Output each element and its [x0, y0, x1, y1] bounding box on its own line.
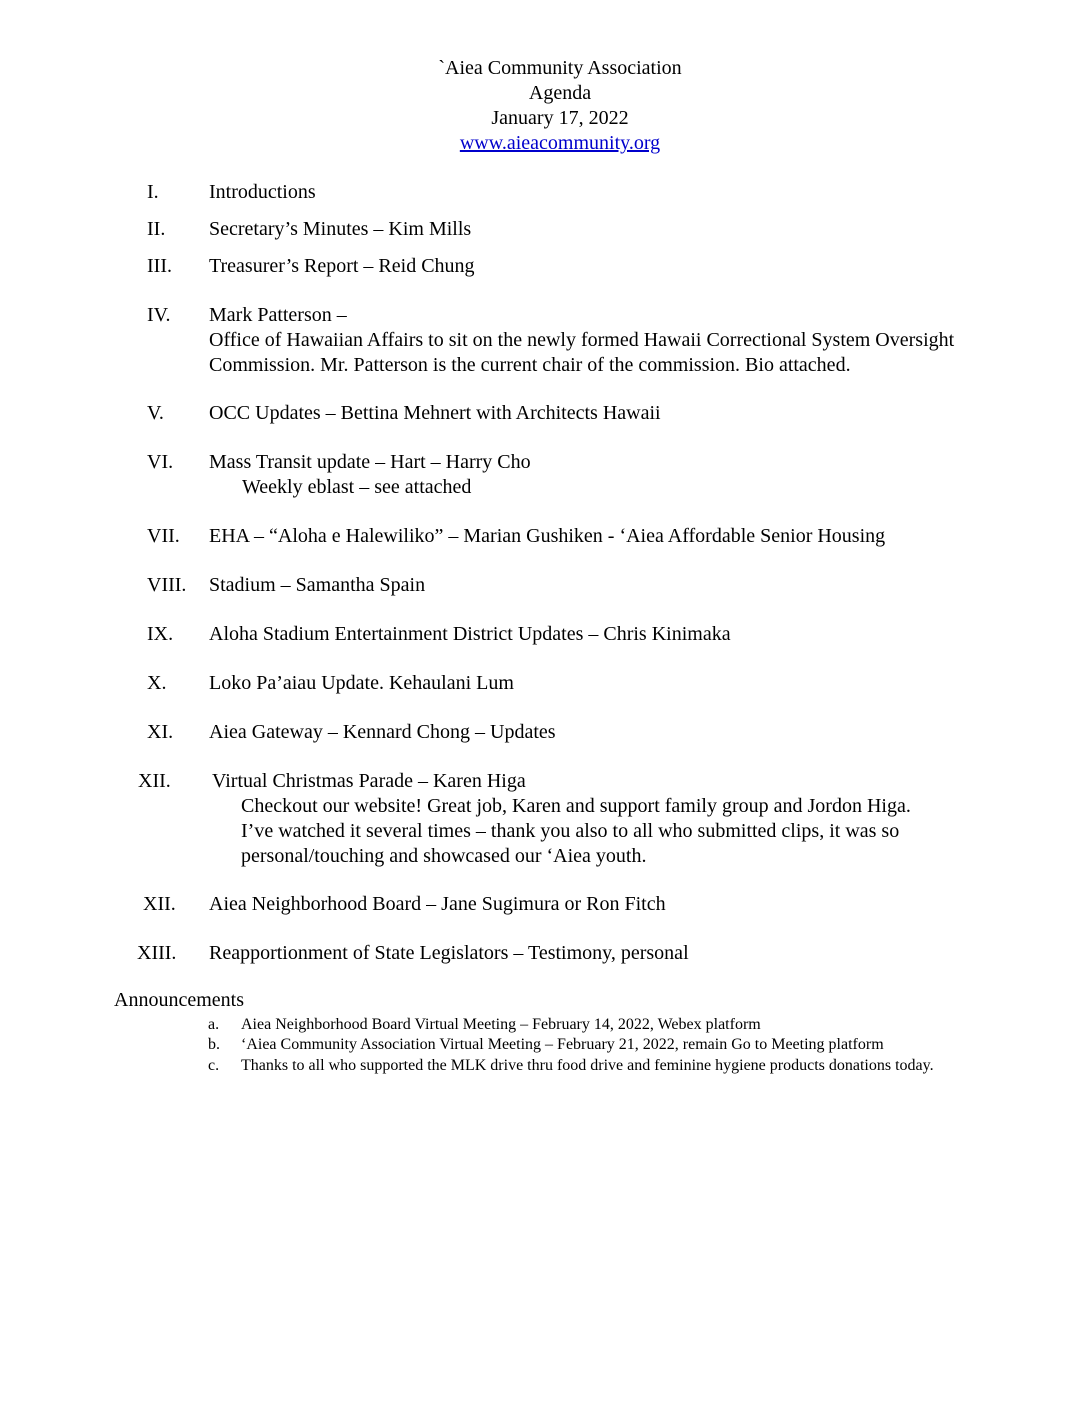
- item-detail: I’ve watched it several times – thank you also to all who submitted clips, it was so: [241, 820, 900, 842]
- item-number: VI.: [147, 451, 174, 473]
- item-number: XII.: [143, 893, 176, 915]
- announcement-letter: b.: [208, 1036, 220, 1053]
- item-number: XIII.: [137, 942, 177, 964]
- website-link[interactable]: www.aieacommunity.org: [459, 132, 661, 154]
- announcements-heading: Announcements: [114, 989, 244, 1011]
- item-number: XII.: [138, 770, 171, 792]
- item-number: IV.: [147, 304, 171, 326]
- item-text: Virtual Christmas Parade – Karen Higa: [212, 770, 526, 792]
- item-detail: Checkout our website! Great job, Karen and support family group and Jordon Higa.: [241, 795, 911, 817]
- item-detail: Weekly eblast – see attached: [242, 476, 472, 498]
- announcement-text: ‘Aiea Community Association Virtual Meeting – February 21, 2022, remain Go to Meeting platform: [241, 1036, 884, 1053]
- item-number: III.: [147, 255, 172, 277]
- item-text: OCC Updates – Bettina Mehnert with Architects Hawaii: [209, 402, 661, 424]
- item-number: VII.: [147, 525, 180, 547]
- item-text: Reapportionment of State Legislators – Testimony, personal: [209, 942, 689, 964]
- announcement-text: Thanks to all who supported the MLK drive thru food drive and feminine hygiene products donations today.: [241, 1057, 934, 1074]
- item-text: Stadium – Samantha Spain: [209, 574, 426, 596]
- item-text: Aiea Neighborhood Board – Jane Sugimura or Ron Fitch: [209, 893, 666, 915]
- document-header: [0, 56, 1088, 156]
- item-text: Loko Pa’aiau Update. Kehaulani Lum: [209, 672, 514, 694]
- item-text: Aloha Stadium Entertainment District Updates – Chris Kinimaka: [209, 623, 731, 645]
- item-number: VIII.: [147, 574, 187, 596]
- item-text: Treasurer’s Report – Reid Chung: [209, 255, 475, 277]
- item-number: XI.: [147, 721, 174, 743]
- item-text: Secretary’s Minutes – Kim Mills: [209, 218, 472, 240]
- item-text: Mark Patterson –: [209, 304, 347, 326]
- item-number: I.: [147, 181, 159, 203]
- document-type: Agenda: [528, 82, 592, 104]
- item-text: Aiea Gateway – Kennard Chong – Updates: [209, 721, 556, 743]
- announcement-text: Aiea Neighborhood Board Virtual Meeting – February 14, 2022, Webex platform: [241, 1016, 761, 1033]
- announcement-letter: a.: [208, 1016, 220, 1033]
- meeting-date: January 17, 2022: [491, 107, 629, 129]
- item-detail: Office of Hawaiian Affairs to sit on the newly formed Hawaii Correctional System Oversight: [209, 329, 955, 351]
- item-text: Mass Transit update – Hart – Harry Cho: [209, 451, 531, 473]
- organization-name: `Aiea Community Association: [438, 57, 682, 79]
- item-number: IX.: [147, 623, 174, 645]
- item-number: II.: [147, 218, 166, 240]
- item-text: Introductions: [209, 181, 316, 203]
- item-number: V.: [147, 402, 164, 424]
- item-number: X.: [147, 672, 167, 694]
- item-text: EHA – “Aloha e Halewiliko” – Marian Gushiken - ‘Aiea Affordable Senior Housing: [209, 525, 886, 547]
- item-detail: personal/touching and showcased our ‘Aiea youth.: [241, 845, 647, 867]
- item-detail: Commission. Mr. Patterson is the current chair of the commission. Bio attached.: [209, 354, 851, 376]
- announcement-letter: c.: [208, 1057, 220, 1074]
